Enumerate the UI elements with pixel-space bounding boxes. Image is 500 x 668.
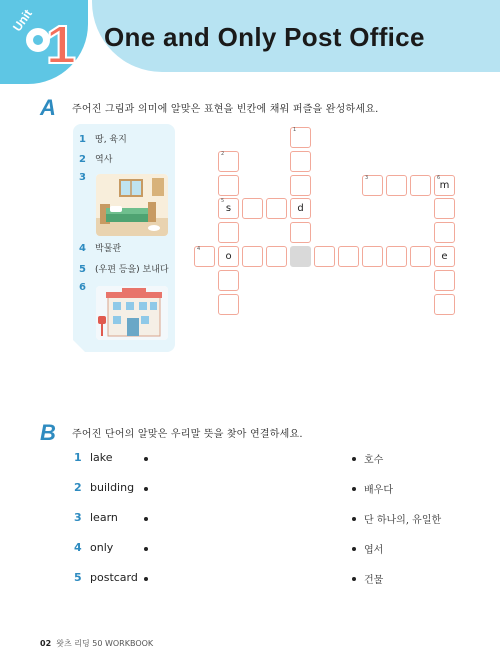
crossword-cell[interactable] [242,198,263,219]
b-word-learn: learn [90,511,118,524]
bedroom-illustration [96,174,168,236]
b-korean-only: 단 하나의, 유일한 [364,515,442,526]
crossword-cell[interactable] [218,270,239,291]
match-dot-right[interactable] [352,517,356,521]
match-dot-right[interactable] [352,577,356,581]
match-dot-left[interactable] [144,457,148,461]
crossword-cell[interactable] [434,222,455,243]
crossword-cell[interactable] [410,246,431,267]
clue-4: 4 박물관 [79,243,122,254]
b-item-number: 5 [74,571,82,584]
crossword-cell[interactable] [242,246,263,267]
crossword-cell[interactable] [314,246,335,267]
b-korean-building: 건물 [364,575,384,586]
page-number: 02 [40,639,52,648]
b-korean-postcard: 엽서 [364,545,384,556]
b-korean-lake: 호수 [364,455,384,466]
crossword-cell[interactable] [266,198,287,219]
crossword-cell[interactable]: 6 m [434,175,455,196]
b-item-number: 4 [74,541,82,554]
crossword-cell[interactable] [338,246,359,267]
crossword-cell[interactable] [410,175,431,196]
crossword-cell[interactable]: 1 [290,127,311,148]
b-korean-learn: 배우다 [364,485,393,496]
panel-fold [73,340,85,352]
crossword-cell[interactable]: 4 [194,246,215,267]
crossword-cell[interactable] [290,151,311,172]
clue-2: 2 역사 [79,154,113,165]
unit-label: Unit [10,6,35,35]
match-dot-left[interactable] [144,487,148,491]
clue-3: 3 [79,172,86,183]
match-dot-right[interactable] [352,487,356,491]
section-b-letter: B [40,420,56,445]
crossword-cell[interactable] [218,294,239,315]
match-dot-left[interactable] [144,517,148,521]
book-title: 왓츠 리딩 50 WORKBOOK [56,639,154,648]
crossword-cell[interactable] [434,198,455,219]
unit-number: 1 [46,15,77,75]
crossword-cell[interactable] [386,175,407,196]
crossword-cell[interactable]: d [290,198,311,219]
crossword-cell[interactable] [434,294,455,315]
crossword-cell[interactable]: 5 s [218,198,239,219]
page-footer [40,638,153,649]
match-dot-left[interactable] [144,577,148,581]
building-illustration [96,286,168,340]
crossword-cell[interactable]: e [434,246,455,267]
crossword-cell[interactable] [218,222,239,243]
b-word-only: only [90,541,114,554]
match-dot-right[interactable] [352,457,356,461]
clue-5: 5 (우편 등을) 보내다 [79,264,169,275]
b-item-number: 2 [74,481,82,494]
section-b-instruction: 주어진 단어의 알맞은 우리말 뜻을 찾아 연결하세요. [72,429,303,440]
b-word-postcard: postcard [90,571,138,584]
crossword-cell[interactable]: 2 [218,151,239,172]
clue-1: 1 땅, 육지 [79,134,127,145]
crossword-cell[interactable]: o [218,246,239,267]
crossword-cell[interactable] [290,222,311,243]
b-word-lake: lake [90,451,113,464]
match-dot-left[interactable] [144,547,148,551]
crossword-cell[interactable] [434,270,455,291]
b-item-number: 1 [74,451,82,464]
crossword-cell[interactable] [362,246,383,267]
b-item-number: 3 [74,511,82,524]
section-a-letter: A [40,95,56,120]
clue-6: 6 [79,282,86,293]
crossword-cell[interactable] [218,175,239,196]
crossword-cell[interactable]: 3 [362,175,383,196]
crossword-cell-blocked [290,246,311,267]
header [0,0,500,88]
match-dot-right[interactable] [352,547,356,551]
crossword-cell[interactable] [290,175,311,196]
page-title: One and Only Post Office [104,22,425,52]
crossword-cell[interactable] [386,246,407,267]
b-word-building: building [90,481,135,494]
crossword-cell[interactable] [266,246,287,267]
section-a-instruction: 주어진 그림과 의미에 알맞은 표현을 빈칸에 채워 퍼즐을 완성하세요. [72,104,379,115]
